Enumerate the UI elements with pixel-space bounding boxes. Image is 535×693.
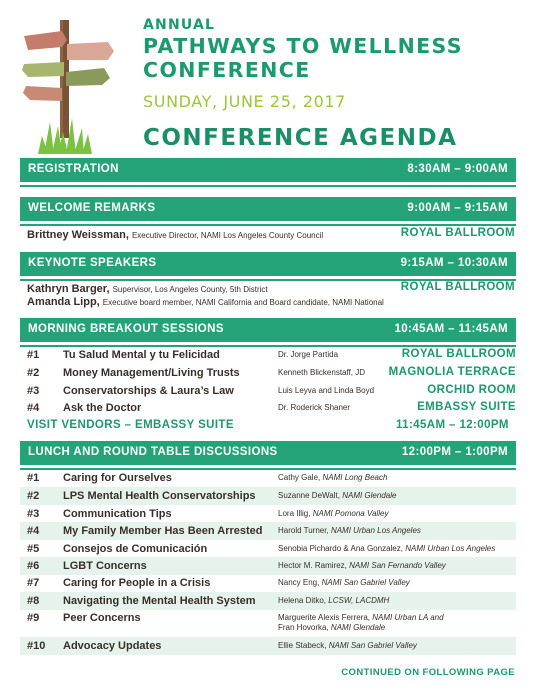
table-speaker: Marguerite Alexis Ferrera, NAMI Urban LA and (278, 613, 444, 622)
session-venue: EMBASSY SUITE (417, 401, 516, 413)
table-number: #4 (27, 525, 40, 537)
session-number: #2 (27, 367, 40, 379)
annual-label: ANNUAL (143, 17, 216, 33)
morning-bar (20, 318, 516, 342)
session-topic: Tu Salud Mental y tu Felicidad (63, 349, 220, 361)
conference-title-line2: CONFERENCE (143, 58, 311, 82)
table-number: #9 (27, 612, 40, 624)
table-row (20, 637, 516, 655)
table-topic: Caring for People in a Crisis (63, 577, 211, 589)
table-number: #5 (27, 543, 40, 555)
session-number: #1 (27, 349, 40, 361)
table-row (20, 540, 516, 558)
session-speaker: Dr. Roderick Shaner (278, 403, 351, 412)
table-number: #10 (27, 640, 46, 652)
session-number: #4 (27, 402, 40, 414)
lunch-bar (20, 441, 516, 465)
table-speaker: Suzanne DeWalt, NAMI Glendale (278, 491, 397, 500)
keynote-speaker-1-name: Kathryn Barger, (27, 283, 110, 295)
registration-bar (20, 158, 516, 182)
session-speaker: Kenneth Blickenstaff, JD (278, 368, 366, 377)
lunch-label: LUNCH AND ROUND TABLE DISCUSSIONS (28, 446, 278, 458)
table-topic: Communication Tips (63, 508, 172, 520)
keynote-bar (20, 252, 516, 276)
keynote-speaker-2 (27, 296, 384, 308)
registration-label: REGISTRATION (28, 163, 119, 175)
registration-time: 8:30AM – 9:00AM (407, 163, 508, 175)
table-row (20, 505, 516, 523)
keynote-speaker-2-name: Amanda Lipp, (27, 296, 100, 308)
table-topic: Caring for Ourselves (63, 472, 172, 484)
keynote-speaker-1-role: Supervisor, Los Angeles County, 5th District (112, 285, 268, 294)
continued-note: CONTINUED ON FOLLOWING PAGE (341, 667, 515, 678)
table-row (20, 522, 516, 540)
conference-title-line1: PATHWAYS TO WELLNESS (143, 34, 463, 58)
welcome-speaker-role: Executive Director, NAMI Los Angeles County Council (131, 231, 324, 240)
welcome-time: 9:00AM – 9:15AM (407, 202, 508, 214)
session-venue: MAGNOLIA TERRACE (388, 366, 516, 378)
table-topic: LPS Mental Health Conservatorships (63, 490, 256, 502)
morning-label: MORNING BREAKOUT SESSIONS (28, 323, 224, 335)
morning-session (20, 346, 516, 364)
session-speaker: Luis Leyva and Linda Boyd (278, 386, 375, 395)
vendors-note: VISIT VENDORS – EMBASSY SUITE (27, 419, 234, 431)
vendors-time: 11:45AM – 12:00PM (396, 419, 509, 431)
table-topic: My Family Member Has Been Arrested (63, 525, 263, 537)
session-topic: Conservatorships & Laura’s Law (63, 385, 234, 397)
table-row (20, 609, 516, 635)
table-speaker-secondary: Fran Hovorka, NAMI Glendale (278, 623, 386, 632)
keynote-venue: ROYAL BALLROOM (400, 281, 515, 293)
table-number: #1 (27, 472, 40, 484)
agenda-heading: CONFERENCE AGENDA (143, 125, 458, 151)
table-number: #6 (27, 560, 40, 572)
lunch-time: 12:00PM – 1:00PM (401, 446, 508, 458)
welcome-bar (20, 197, 516, 221)
table-row (20, 574, 516, 592)
keynote-speaker-2-role: Executive board member, NAMI California and Board candidate, NAMI National (102, 298, 384, 307)
table-topic: Advocacy Updates (63, 640, 162, 652)
keynote-speaker-1 (27, 283, 268, 295)
conference-date: SUNDAY, JUNE 25, 2017 (143, 92, 346, 111)
session-speaker: Dr. Jorge Partida (278, 350, 339, 359)
conference-header (143, 17, 523, 151)
morning-session (20, 364, 516, 382)
table-speaker: Ellie Stabeck, NAMI San Gabriel Valley (278, 641, 417, 650)
welcome-speaker (27, 229, 323, 241)
session-venue: ROYAL BALLROOM (401, 348, 516, 360)
table-row (20, 592, 516, 610)
table-topic: Peer Concerns (63, 612, 141, 624)
session-venue: ORCHID ROOM (427, 384, 516, 396)
table-speaker: Harold Turner, NAMI Urban Los Angeles (278, 526, 421, 535)
table-row (20, 487, 516, 505)
keynote-time: 9:15AM – 10:30AM (400, 257, 508, 269)
morning-session (20, 399, 516, 417)
table-speaker: Nancy Eng, NAMI San Gabriel Valley (278, 578, 410, 587)
morning-session (20, 382, 516, 400)
welcome-speaker-name: Brittney Weissman, (27, 229, 129, 241)
table-speaker: Lora Illig, NAMI Pomona Valley (278, 509, 389, 518)
table-topic: Navigating the Mental Health System (63, 595, 256, 607)
table-topic: LGBT Concerns (63, 560, 147, 572)
keynote-label: KEYNOTE SPEAKERS (28, 257, 157, 269)
table-speaker: Hector M. Ramirez, NAMI San Fernando Valley (278, 561, 446, 570)
table-row (20, 469, 516, 487)
signpost-illustration (22, 14, 114, 154)
table-number: #2 (27, 490, 40, 502)
table-number: #7 (27, 577, 40, 589)
table-number: #3 (27, 508, 40, 520)
welcome-venue: ROYAL BALLROOM (400, 227, 515, 239)
table-number: #8 (27, 595, 40, 607)
table-row (20, 557, 516, 575)
table-topic: Consejos de Comunicación (63, 543, 208, 555)
session-topic: Ask the Doctor (63, 402, 142, 414)
morning-time: 10:45AM – 11:45AM (394, 323, 508, 335)
welcome-label: WELCOME REMARKS (28, 202, 156, 214)
table-speaker: Cathy Gale, NAMI Long Beach (278, 473, 388, 482)
session-number: #3 (27, 385, 40, 397)
table-speaker: Helena Ditko, LCSW, LACDMH (278, 596, 390, 605)
session-topic: Money Management/Living Trusts (63, 367, 240, 379)
table-speaker: Senobia Pichardo & Ana Gonzalez, NAMI Urban Los Angeles (278, 544, 496, 553)
